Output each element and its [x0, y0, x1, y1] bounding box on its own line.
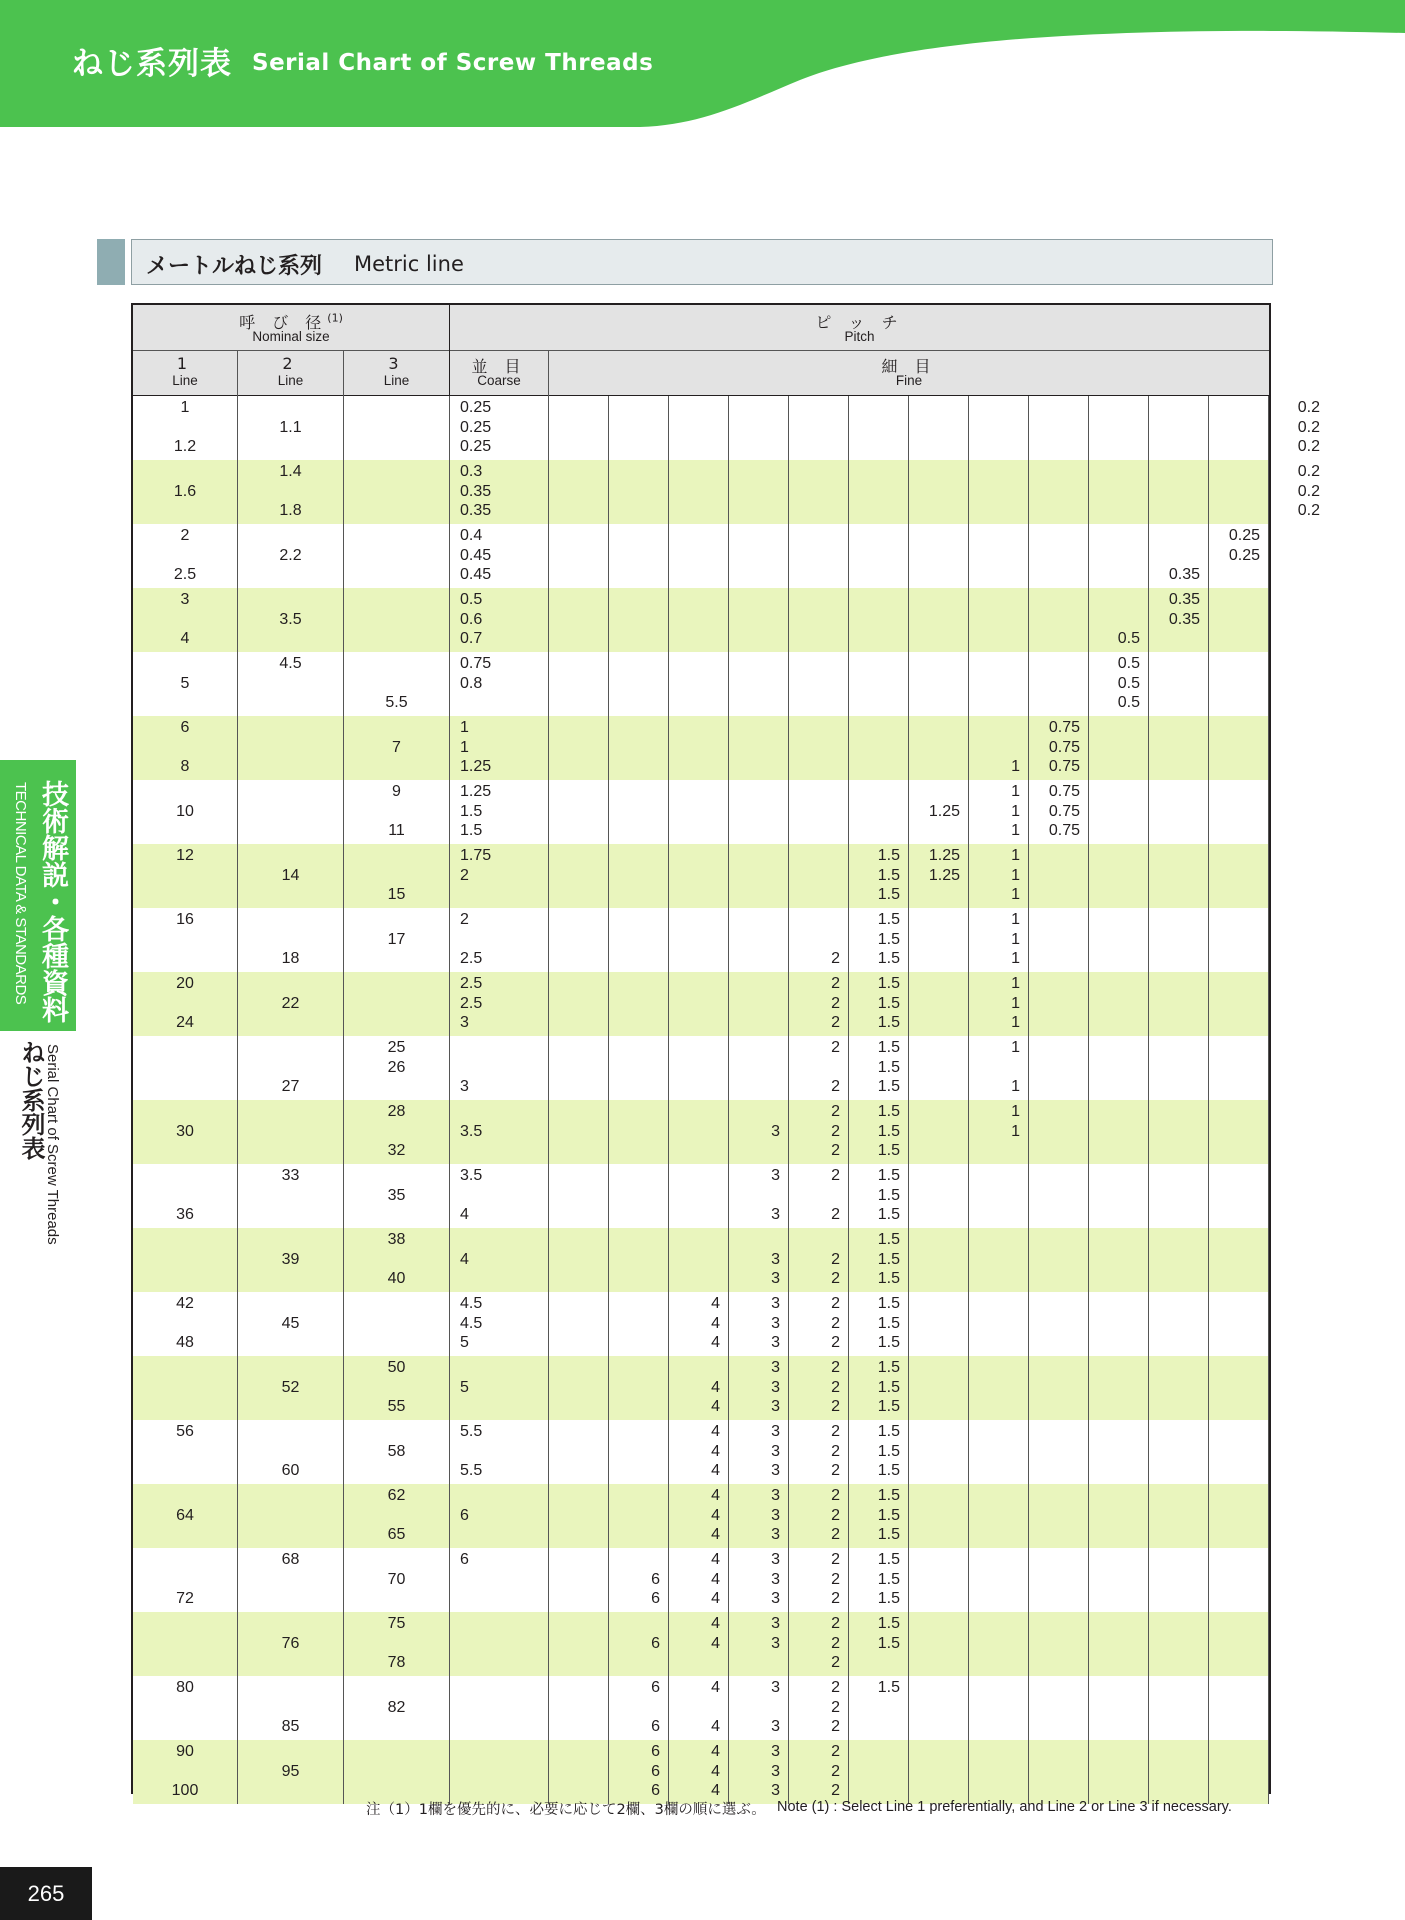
- nominal-size-cell: 1.6: [173, 482, 197, 500]
- fine-pitch-cell: 1.25: [928, 802, 960, 820]
- nominal-size-cell: 85: [281, 1718, 300, 1735]
- fine-pitch-cell: 2: [831, 950, 840, 967]
- fine-pitch-cell: 2 2 2: [831, 975, 840, 1031]
- coarse-pitch-cell: 6: [460, 1506, 469, 1524]
- fine-pitch-cell: 1 1: [1011, 1103, 1020, 1140]
- coarse-pitch-cell: 3.5: [460, 1122, 483, 1140]
- header-separator: [449, 305, 450, 396]
- coarse-pitch-cell: 5: [460, 1378, 469, 1396]
- column-divider: [788, 396, 789, 1804]
- fine-pitch-cell: 2 2 2: [831, 1103, 840, 1159]
- fine-pitch-cell: 2 2 2: [831, 1615, 840, 1671]
- nominal-size-cell: 75 78: [387, 1615, 406, 1671]
- fine-pitch-cell: 1 1: [1011, 1039, 1020, 1095]
- nominal-size-label-jp: 呼 び 径: [239, 313, 328, 332]
- fine-pitch-cell: 2 2 2: [831, 1551, 840, 1607]
- fine-pitch-cell: 4 4 4: [711, 1743, 720, 1799]
- fine-pitch-cell: 1 1 1: [1011, 847, 1020, 903]
- line1-number: 1: [176, 354, 194, 373]
- nominal-size-cell: 1 1.2: [173, 399, 197, 455]
- nominal-size-cell: 9 11: [388, 783, 405, 839]
- section-title-jp: メートルねじ系列: [146, 254, 323, 279]
- nominal-size-cell: 64: [176, 1506, 194, 1524]
- fine-pitch-cell: 3 3 3: [771, 1743, 780, 1799]
- fine-pitch-cell: 6: [651, 1634, 660, 1652]
- coarse-pitch-cell: 0.4 0.45 0.45: [460, 527, 492, 583]
- fine-pitch-cell: 1 1 1: [1011, 783, 1020, 839]
- fine-pitch-cell: 6 6 6: [651, 1743, 660, 1799]
- fine-pitch-cell: 0.5: [1117, 630, 1140, 647]
- nominal-size-cell: 27: [281, 1078, 300, 1095]
- coarse-label-jp: 並 目: [471, 357, 527, 376]
- fine-pitch-cell: 3 3 3: [771, 1359, 780, 1415]
- coarse-header: [450, 351, 548, 395]
- coarse-pitch-cell: 4.5 4.5 5: [460, 1295, 483, 1351]
- fine-pitch-cell: 0.2 0.2 0.2: [1297, 463, 1320, 519]
- line1-header: [133, 351, 237, 395]
- fine-pitch-cell: 1.5 1.5 1.5: [877, 1359, 900, 1415]
- column-divider: [908, 396, 909, 1804]
- fine-pitch-cell: 1.5 1.5 1.5: [877, 911, 900, 967]
- coarse-pitch-cell: 1.75 2: [460, 847, 492, 884]
- nominal-size-cell: 12: [176, 847, 194, 864]
- page-title-jp: ねじ系列表: [72, 46, 232, 82]
- coarse-pitch-cell: 1 1 1.25: [460, 719, 492, 775]
- fine-pitch-cell: 3 3: [771, 1615, 780, 1652]
- nominal-size-cell: 60: [281, 1462, 300, 1479]
- fine-pitch-cell: 1.5 1.5 1.5: [877, 1487, 900, 1543]
- coarse-pitch-cell: 3: [460, 1078, 469, 1095]
- nominal-size-cell: 35: [387, 1186, 406, 1204]
- fine-pitch-cell: 6 6: [651, 1570, 660, 1607]
- fine-pitch-cell: 2 2: [831, 1250, 840, 1287]
- nominal-size-cell: 62 65: [387, 1487, 406, 1543]
- line2-label: Line: [277, 373, 304, 388]
- nominal-size-cell: 82: [387, 1698, 406, 1716]
- nominal-size-cell: 68: [281, 1551, 300, 1568]
- nominal-size-cell: 25 26: [387, 1039, 406, 1076]
- fine-header: [549, 351, 1269, 395]
- fine-pitch-cell: 1.5 1.5 1.5: [877, 1231, 900, 1287]
- column-divider: [1028, 396, 1029, 1804]
- nominal-size-cell: 70: [387, 1570, 406, 1588]
- nominal-size-cell: 52: [281, 1378, 300, 1396]
- nominal-size-cell: 1.1: [279, 418, 302, 436]
- fine-pitch-cell: 2 2 2: [831, 1487, 840, 1543]
- fine-pitch-cell: 1.5 1.5 1.5: [877, 1423, 900, 1479]
- nominal-size-cell: 20 24: [176, 975, 194, 1031]
- line3-header: [344, 351, 449, 395]
- column-divider: [1268, 396, 1269, 1804]
- footnote-jp: 注（1）1欄を優先的に、必要に応じて2欄、3欄の順に選ぶ。: [366, 1802, 766, 1818]
- nominal-size-cell: 10: [176, 802, 194, 820]
- nominal-size-cell: 72: [176, 1590, 194, 1607]
- coarse-pitch-cell: 4: [460, 1250, 469, 1268]
- fine-pitch-cell: 3 3 3: [771, 1551, 780, 1607]
- coarse-pitch-cell: 2 2.5: [460, 911, 483, 967]
- coarse-pitch-cell: 3.5 4: [460, 1167, 483, 1223]
- side-tab-label-jp: 技術解説・各種資料: [37, 780, 68, 1023]
- nominal-size-cell: 95: [281, 1762, 300, 1780]
- fine-pitch-cell: 1.5 1.5 1.5: [877, 1103, 900, 1159]
- column-divider: [1208, 396, 1209, 1804]
- fine-pitch-cell: 0.35 0.35: [1168, 591, 1200, 628]
- table-row-group: [133, 716, 1269, 780]
- fine-pitch-cell: 3 3 3: [771, 1423, 780, 1479]
- pitch-label-jp: ピ ッ チ: [815, 313, 904, 332]
- nominal-size-cell: 18: [281, 950, 300, 967]
- nominal-size-cell: 22: [281, 994, 300, 1012]
- fine-pitch-cell: 3 3 3: [771, 1487, 780, 1543]
- fine-pitch-cell: 0.75 0.75 0.75: [1048, 783, 1080, 839]
- fine-pitch-cell: 1.5 1.5 1.5: [877, 975, 900, 1031]
- fine-pitch-cell: 3 3: [771, 1250, 780, 1287]
- fine-pitch-cell: 3: [771, 1122, 780, 1140]
- fine-pitch-cell: 2 2 2: [831, 1295, 840, 1351]
- nominal-size-cell: 28 32: [387, 1103, 406, 1159]
- side-tab-label-en: TECHNICAL DATA & STANDARDS: [12, 782, 29, 1005]
- column-divider: [668, 396, 669, 1804]
- column-divider: [449, 396, 450, 1804]
- nominal-size-cell: 7: [392, 738, 401, 756]
- nominal-size-cell: 58: [387, 1442, 406, 1460]
- fine-pitch-cell: 4 4 4: [711, 1487, 720, 1543]
- fine-pitch-cell: 2 2 2: [831, 1743, 840, 1799]
- fine-pitch-cell: 4 4 4: [711, 1295, 720, 1351]
- nominal-size-header: [133, 305, 449, 350]
- fine-pitch-cell: 6 6: [651, 1679, 660, 1735]
- section-marker: [97, 239, 125, 285]
- fine-pitch-cell: 1.5 1.5 1.5: [877, 1167, 900, 1223]
- side-subsection-jp: ねじ系列表: [17, 1040, 45, 1160]
- table-row-group: [133, 1100, 1269, 1164]
- line2-header: [238, 351, 343, 395]
- fine-pitch-cell: 2 2 2: [831, 1679, 840, 1735]
- coarse-pitch-cell: 6: [460, 1551, 469, 1568]
- fine-pitch-cell: 2 2: [831, 1167, 840, 1223]
- nominal-size-cell: 90 100: [171, 1743, 199, 1799]
- nominal-size-cell: 1.4 1.8: [279, 463, 302, 519]
- nominal-size-cell: 15: [387, 886, 406, 903]
- column-divider: [1148, 396, 1149, 1804]
- nominal-size-cell: 3.5: [279, 610, 302, 628]
- fine-pitch-cell: 0.5 0.5 0.5: [1117, 655, 1140, 711]
- nominal-size-cell: 80: [176, 1679, 194, 1696]
- nominal-size-cell: 4.5: [279, 655, 302, 672]
- fine-pitch-cell: 4 4 4: [711, 1423, 720, 1479]
- fine-pitch-cell: 0.2 0.2 0.2: [1297, 399, 1320, 455]
- header-separator: [343, 351, 344, 396]
- nominal-size-cell: 3 4: [180, 591, 190, 647]
- nominal-size-cell: 16: [176, 911, 194, 928]
- fine-label-en: Fine: [895, 373, 923, 388]
- fine-pitch-cell: 1.5 1.5 1.5: [877, 1039, 900, 1095]
- fine-pitch-cell: 1.5 1.5 1.5: [877, 847, 900, 903]
- column-divider: [343, 396, 344, 1804]
- fine-pitch-cell: 1.5 1.5 1.5: [877, 1551, 900, 1607]
- fine-pitch-cell: 4 4 4: [711, 1551, 720, 1607]
- nominal-size-cell: 50 55: [387, 1359, 406, 1415]
- nominal-size-cell: 2 2.5: [173, 527, 197, 583]
- side-subsection-en: Serial Chart of Screw Threads: [44, 1044, 61, 1245]
- nominal-size-cell: 33: [281, 1167, 300, 1184]
- metric-thread-table: [131, 303, 1320, 1799]
- column-divider: [848, 396, 849, 1804]
- coarse-pitch-cell: 0.75 0.8: [460, 655, 492, 692]
- header-separator: [237, 351, 238, 396]
- nominal-size-cell: 2.2: [279, 546, 302, 564]
- header-separator: [548, 351, 549, 396]
- coarse-pitch-cell: 0.5 0.6 0.7: [460, 591, 483, 647]
- coarse-pitch-cell: 0.25 0.25 0.25: [460, 399, 492, 455]
- nominal-size-cell: 5.5: [385, 694, 408, 711]
- nominal-size-cell: 6 8: [180, 719, 190, 775]
- fine-pitch-cell: 2 2: [831, 1039, 840, 1095]
- fine-pitch-cell: 1: [1011, 758, 1020, 775]
- fine-pitch-cell: 0.25 0.25: [1228, 527, 1260, 564]
- fine-pitch-cell: 1 1 1: [1011, 975, 1020, 1031]
- section-title-en: Metric line: [354, 252, 464, 276]
- nominal-size-cell: 76: [281, 1634, 300, 1652]
- nominal-size-cell: 39: [281, 1250, 300, 1268]
- line3-number: 3: [388, 354, 405, 373]
- column-divider: [1088, 396, 1089, 1804]
- column-divider: [728, 396, 729, 1804]
- coarse-pitch-cell: 5.5 5.5: [460, 1423, 483, 1479]
- column-divider: [548, 396, 549, 1804]
- fine-pitch-cell: 4 4: [711, 1378, 720, 1415]
- nominal-size-cell: 38 40: [387, 1231, 406, 1287]
- pitch-header: [450, 305, 1269, 350]
- nominal-size-cell: 30: [176, 1122, 194, 1140]
- nominal-size-cell: 36: [176, 1206, 194, 1223]
- fine-pitch-cell: 1.5: [877, 1679, 900, 1696]
- fine-pitch-cell: 1.5 1.5 1.5: [877, 1295, 900, 1351]
- nominal-size-cell: 17: [387, 930, 406, 948]
- fine-label-jp: 細 目: [881, 357, 937, 376]
- fine-pitch-cell: 0.75 0.75 0.75: [1048, 719, 1080, 775]
- fine-pitch-cell: 4 4: [711, 1679, 720, 1735]
- fine-pitch-cell: 4 4: [711, 1615, 720, 1652]
- header-divider: [133, 350, 1269, 351]
- page-number: 265: [0, 1867, 92, 1920]
- nominal-size-cell: 56: [176, 1423, 194, 1440]
- nominal-size-cell: 45: [281, 1314, 300, 1332]
- fine-pitch-cell: 3 3: [771, 1167, 780, 1223]
- footnote-en: Note (1) : Select Line 1 preferentially, and Line 2 or Line 3 if necessary.: [777, 1799, 1232, 1815]
- column-divider: [237, 396, 238, 1804]
- fine-pitch-cell: 2 2 2: [831, 1359, 840, 1415]
- coarse-pitch-cell: 1.25 1.5 1.5: [460, 783, 492, 839]
- nominal-size-cell: 42 48: [176, 1295, 194, 1351]
- coarse-label-en: Coarse: [477, 373, 521, 388]
- fine-pitch-cell: 1 1 1: [1011, 911, 1020, 967]
- nominal-size-cell: 5: [180, 674, 190, 692]
- section-heading: [131, 239, 1273, 285]
- line1-label: Line: [172, 373, 198, 388]
- coarse-pitch-cell: 0.3 0.35 0.35: [460, 463, 492, 519]
- fine-pitch-cell: 2 2 2: [831, 1423, 840, 1479]
- table-row-group: [133, 780, 1269, 844]
- page-title-en: Serial Chart of Screw Threads: [252, 50, 654, 76]
- fine-pitch-cell: 1.5 1.5: [877, 1615, 900, 1652]
- column-divider: [608, 396, 609, 1804]
- fine-pitch-cell: 3 3 3: [771, 1295, 780, 1351]
- fine-pitch-cell: 1.25 1.25: [928, 847, 960, 884]
- column-divider: [968, 396, 969, 1804]
- fine-pitch-cell: 0.35: [1168, 566, 1200, 583]
- footnote-ref: (1): [327, 311, 343, 325]
- pitch-label-en: Pitch: [844, 329, 875, 344]
- line3-label: Line: [383, 373, 410, 388]
- coarse-pitch-cell: 2.5 2.5 3: [460, 975, 483, 1031]
- nominal-size-cell: 14: [281, 866, 300, 884]
- nominal-size-label-en: Nominal size: [252, 329, 330, 344]
- fine-pitch-cell: 3 3: [771, 1679, 780, 1735]
- line2-number: 2: [282, 354, 299, 373]
